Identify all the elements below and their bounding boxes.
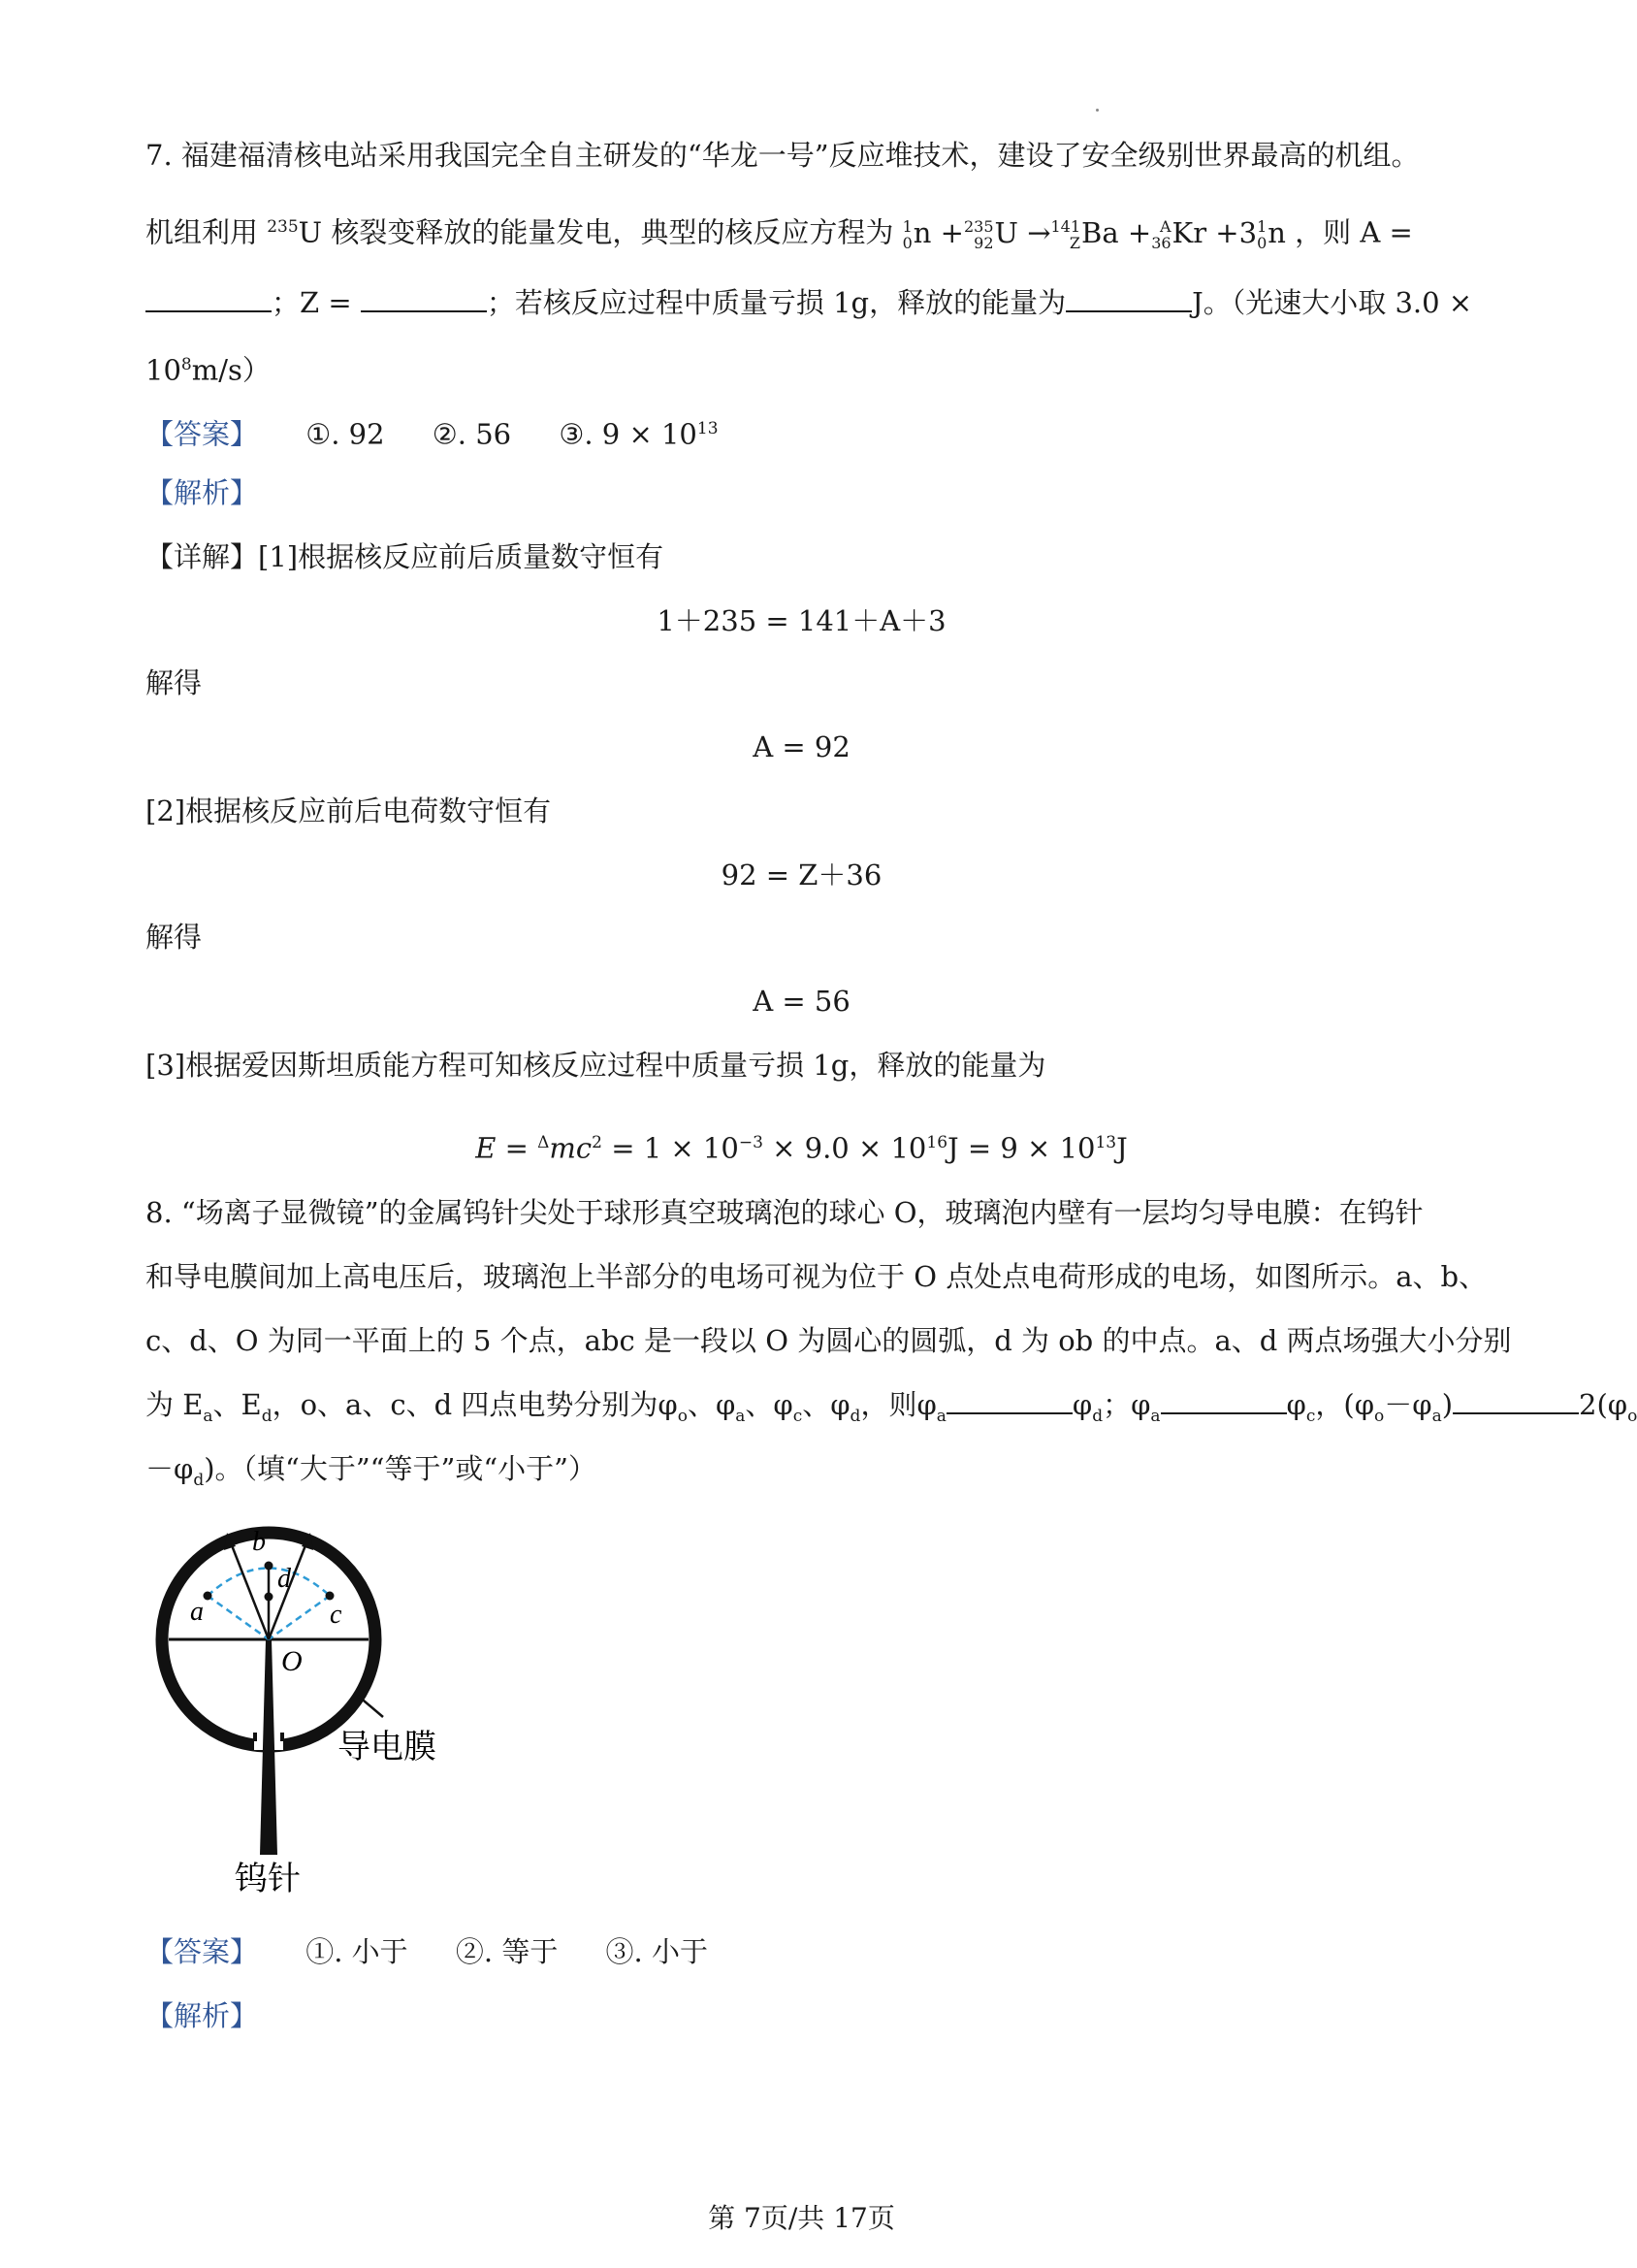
q8-answer: 【答案】 ①. 小于 ②. 等于 ③. 小于 <box>145 1935 708 1968</box>
label-b: b <box>252 1527 266 1557</box>
scan-dot <box>1096 109 1099 112</box>
q7-answer: 【答案】 ①. 92 ②. 56 ③. $9 \times 10^{13}$ <box>145 417 719 451</box>
point-d <box>265 1593 273 1602</box>
q7-line1: 7. 福建福清核电站采用我国完全自主研发的“华龙一号”反应堆技术，建设了安全级别世界最高的机组。 <box>145 139 1420 172</box>
label-a: a <box>190 1597 204 1627</box>
q7-line3: ；Z = ；若核反应过程中质量亏损 1g，释放的能量为 J。（光速大小取 3.0 × <box>145 283 1472 322</box>
q7-detail1: 【详解】[1]根据核反应前后质量数守恒有 <box>145 540 664 573</box>
q7-detail2: [2]根据核反应前后电荷数守恒有 <box>145 794 552 827</box>
q7-solve1: 解得 <box>145 666 203 699</box>
point-a <box>204 1592 212 1601</box>
q7-res1: A = 92 <box>753 730 851 763</box>
nuclear-equation: 1 0 n + 235 92 U → 141 Z Ba + A 36 Kr +3 1 0 n <box>902 215 1286 252</box>
q8-line5: $-\varphi_d$)。（填“大于”“等于”或“小于”） <box>145 1452 596 1490</box>
q7-line4: $10^8m/s$） <box>145 353 271 387</box>
q8-line4: 为 $E_a$、$E_d$，o、a、c、d 四点电势分别为$\varphi_o$、$\varphi_a$、$\varphi_c$、$\varphi_d$，则$\varphi_a$ $\varphi_d$；$\varphi_a$ $\varphi_c$，$(\varphi_o-\varphi_a)$ $2(\varphi_o$ <box>145 1388 1637 1426</box>
field-ion-microscope-figure <box>145 1504 465 1911</box>
q7-detail3: [3]根据爱因斯坦质能方程可知核反应过程中质量亏损 1g，释放的能量为 <box>145 1049 1046 1082</box>
blank-q8-1[interactable] <box>947 1387 1073 1414</box>
q8-line1: 8. “场离子显微镜”的金属钨针尖处于球形真空玻璃泡的球心 O，玻璃泡内壁有一层均匀导电膜：在钨针 <box>145 1196 1424 1229</box>
point-b <box>265 1562 273 1571</box>
q8-line3: c、d、O 为同一平面上的 5 个点，abc 是一段以 O 为圆心的圆弧，d 为 ob 的中点。a、d 两点场强大小分别 <box>145 1324 1512 1357</box>
q8-analysis-tag: 【解析】 <box>145 1999 259 2032</box>
label-c: c <box>330 1600 342 1630</box>
q7-eq3: $E = ^\Delta mc^2 = 1 \times 10^{-3} \times 9.0 \times 10^{16}J = 9 \times 10^{13}J$ <box>475 1131 1128 1165</box>
blank-q8-3[interactable] <box>1453 1387 1579 1414</box>
q7-line2: 机组利用 $^{235}$U 核裂变释放的能量发电，典型的核反应方程为 1 0 n + 235 92 U → 141 Z Ba + A 36 Kr +3 1 0 n ，则 A = <box>145 215 1413 252</box>
answer-tag: 【答案】 <box>145 1935 259 1968</box>
label-O: O <box>281 1645 303 1677</box>
q7-eq1: 1＋235 = 141＋A＋3 <box>657 604 947 637</box>
blank-q8-2[interactable] <box>1161 1387 1287 1414</box>
blank-Z[interactable] <box>361 285 487 312</box>
q7-solve2: 解得 <box>145 921 203 954</box>
label-conductive-film: 导电膜 <box>337 1728 436 1766</box>
label-d: d <box>277 1564 291 1594</box>
q8-line2: 和导电膜间加上高电压后，玻璃泡上半部分的电场可视为位于 O 点处点电荷形成的电场，如图所示。a、b、 <box>145 1260 1488 1293</box>
label-tungsten-needle: 钨针 <box>235 1860 301 1898</box>
blank-energy[interactable] <box>1066 285 1192 312</box>
page-footer: 第 7页/共 17页 <box>708 2202 895 2234</box>
q7-res2: A = 56 <box>753 985 851 1018</box>
blank-A[interactable] <box>145 285 272 312</box>
q7-eq2: 92 = Z＋36 <box>721 859 883 891</box>
q7-analysis-tag: 【解析】 <box>145 476 259 509</box>
answer-tag: 【答案】 <box>145 417 259 451</box>
